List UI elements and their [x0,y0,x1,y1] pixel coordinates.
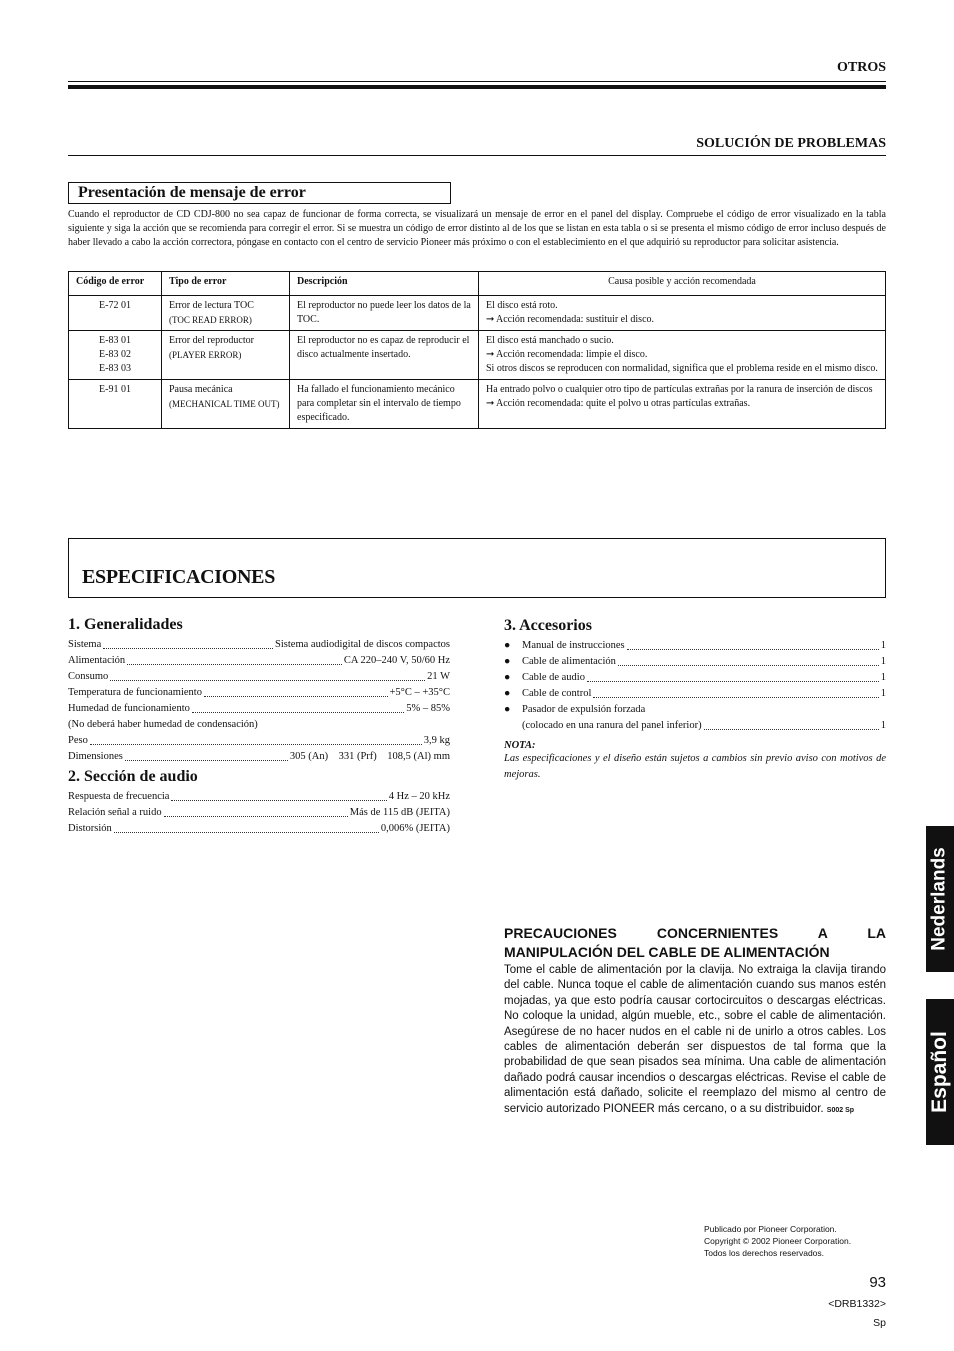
audio-heading: 2. Sección de audio [68,768,198,785]
error-type-es: Error de lectura TOC [169,300,254,311]
leader-dots [125,749,288,761]
arrow-right-icon: ➞ [486,349,495,360]
error-code [69,380,162,429]
error-type-en: (MECHANICAL TIME OUT) [169,399,280,409]
spec-value: 5% – 85% [406,703,450,714]
precautions-title-line1: PRECAUCIONES CONCERNIENTES A LA [504,925,886,941]
error-desc: Ha fallado el funcionamiento mecánico para completar sin el intervalo de tiempo especificado. [290,380,479,429]
spec-value: 21 W [427,671,450,682]
spec-row [68,701,450,717]
spec-value: CA 220–240 V, 50/60 Hz [343,655,450,666]
accessory-label: Manual de instrucciones [522,640,625,651]
error-intro-paragraph: Cuando el reproductor de CD CDJ-800 no sea capaz de funcionar de forma correcta, se visualizará un mensaje de error en el panel del display. Compruebe el código de error visualizado en la tabla siguiente y siga la acción que se recomienda para corregir el error. Si se muestra un código de error distinto al de los que se listan en esta tabla o si se presenta el mismo código de error incluso después de haber llevado a cabo la acción correctora, póngase en contacto con el centro de servicio Pioneer más próximo o con el establecimiento en el que adquirió su reproductor para solicitar asistencia. [68,209,886,248]
list-item [504,670,886,686]
error-code [69,331,162,380]
col-header-desc: Descripción [290,272,479,296]
spec-row [68,805,450,821]
leader-dots [171,789,386,801]
subsection-rule [68,155,886,156]
accessory-qty: 1 [880,688,886,699]
bullet-icon: ● [504,656,511,667]
header-rule-thick [68,85,886,89]
spec-label: Relación señal a ruido [68,807,162,818]
publisher-info [704,1223,851,1259]
accessories [504,617,886,783]
accessory-label-note: (colocado en una ranura del panel inferior) [522,720,702,731]
leader-dots [587,670,879,682]
language-code: Sp [873,1317,886,1329]
document-code: <DRB1332> [828,1298,886,1310]
accessory-label: Pasador de expulsión forzada [522,704,646,715]
spec-value: Sistema audiodigital de discos compactos [275,639,450,650]
arrow-right-icon: ➞ [486,314,495,325]
spec-row [68,653,450,669]
precautions-title-line2: MANIPULACIÓN DEL CABLE DE ALIMENTACIÓN [504,944,830,960]
action-text: Acción recomendada: limpie el disco. [496,349,648,360]
spec-row [68,733,450,749]
leader-dots [114,821,379,833]
col-header-cause: Causa posible y acción recomendada [479,272,886,296]
leader-dots [204,685,388,697]
leader-dots [164,805,348,817]
page-number: 93 [869,1274,886,1291]
error-type [162,380,290,429]
leader-dots [618,654,879,666]
error-table [68,271,886,429]
error-cause [479,380,886,429]
general-heading: 1. Generalidades [68,616,183,633]
col-header-code: Código de error [69,272,162,296]
error-type [162,331,290,380]
side-tab-espanol [926,999,954,1145]
table-row [69,380,886,429]
leader-dots [593,686,878,698]
error-cause [479,296,886,331]
bullet-icon: ● [504,704,511,715]
spec-row [68,821,450,837]
action-text: Acción recomendada: sustituir el disco. [496,314,655,325]
header-rule-thin [68,81,886,82]
leader-dots [110,669,425,681]
bullet-icon: ● [504,672,511,683]
cause-text: El disco está roto. [486,300,558,311]
leader-dots [103,637,273,649]
spec-label: Respuesta de frecuencia [68,791,170,802]
subsection-title: SOLUCIÓN DE PROBLEMAS [696,136,886,151]
error-type-es: Pausa mecánica [169,384,233,395]
cause-text: El disco está manchado o sucio. [486,335,614,346]
publisher-line: Publicado por Pioneer Corporation. [704,1224,837,1234]
spec-value: 305 (An) 331 (Prf) 108,5 (Al) mm [289,751,450,762]
precautions-text: Tome el cable de alimentación por la clavija. No extraiga la clavija tirando del cable. Nunca toque el cable de alimentación cuando sus manos estén mojadas, ya que esto podría causar cortocircuitos o descargas eléctricas. No coloque la unidad, algún mueble, etc., sobre el cable de alimentación. Asegúrese de no hacer nudos en el cable ni de unirlo a otros cables. Los cables de alimentación deberán ser dispuestos de tal forma que la probabilidad de que sean pisados sea mínima. Una cable de alimentación dañado podrá causar incendios o descargas eléctricas. Revise el cable de alimentación está dañado, solicite el reemplazo del mismo al centro de servicio autorizado PIONEER más cercano, o a su distribuidor. [504,964,886,1115]
accessories-heading: 3. Accesorios [504,617,592,634]
error-type-es: Error del reproductor [169,335,254,346]
leader-dots [90,733,422,745]
error-section-title: Presentación de mensaje de error [68,182,451,204]
list-item [504,702,886,734]
spec-value: Más de 115 dB (JEITA) [349,807,450,818]
accessory-qty: 1 [880,720,886,731]
list-item [504,686,886,702]
error-cause [479,331,886,380]
spec-row [68,637,450,653]
nota-text: Las especificaciones y el diseño están sujetos a cambios sin previo aviso con motivos de mejoras. [504,753,886,780]
table-row [69,296,886,331]
humidity-note: (No deberá haber humedad de condensación) [68,719,258,730]
nota-heading: NOTA: [504,740,536,751]
leader-dots [127,653,342,665]
col-header-type: Tipo de error [162,272,290,296]
accessory-qty: 1 [880,640,886,651]
audio-specs [68,768,450,837]
action-line [486,348,878,362]
bullet-icon: ● [504,688,511,699]
spec-note [68,717,450,733]
error-type-en: (PLAYER ERROR) [169,350,242,360]
action-line [486,313,878,327]
list-item [504,654,886,670]
spec-row [68,685,450,701]
spec-value: 3,9 kg [423,735,450,746]
leader-dots [627,638,879,650]
spec-value: +5°C – +35°C [389,687,450,698]
error-desc: El reproductor no puede leer los datos de la TOC. [290,296,479,331]
leader-dots [192,701,404,713]
cause-extra-text: Si otros discos se reproducen con normalidad, significa que el problema reside en el mismo disco. [486,363,878,374]
table-row [69,331,886,380]
spec-row [68,669,450,685]
spec-label: Humedad de funcionamiento [68,703,190,714]
side-tab-label: Español [928,1031,951,1113]
error-code-text: E-72 01 [99,300,131,311]
spec-label: Dimensiones [68,751,123,762]
error-code-text: E-91 01 [99,384,131,395]
spec-label: Distorsión [68,823,112,834]
error-type [162,296,290,331]
spec-value: 0,006% (JEITA) [380,823,450,834]
error-code-text: E-83 01 [99,335,131,346]
error-type-en: (TOC READ ERROR) [169,315,252,325]
spec-row [68,749,450,765]
side-tab-nederlands [926,826,954,972]
spec-value: 4 Hz – 20 kHz [388,791,450,802]
spec-label: Consumo [68,671,109,682]
accessory-qty: 1 [880,656,886,667]
spec-label: Peso [68,735,88,746]
spec-label: Temperatura de funcionamiento [68,687,202,698]
error-desc: El reproductor no es capaz de reproducir el disco actualmente insertado. [290,331,479,380]
side-tab-label: Nederlands [929,847,951,951]
error-code-text: E-83 02 [99,349,131,360]
action-text: Acción recomendada: quite el polvo u otras partículas extrañas. [496,398,751,409]
copyright-line: Copyright © 2002 Pioneer Corporation. [704,1236,852,1246]
general-specs [68,616,450,765]
specs-title: ESPECIFICACIONES [82,566,276,588]
arrow-right-icon: ➞ [486,398,495,409]
list-item [504,638,886,654]
section-header: OTROS [836,60,886,75]
accessory-label: Cable de audio [522,672,585,683]
error-code [69,296,162,331]
leader-dots [704,718,879,730]
spec-row [68,789,450,805]
accessory-qty: 1 [880,672,886,683]
rights-line: Todos los derechos reservados. [704,1248,825,1258]
accessory-label: Cable de alimentación [522,656,616,667]
cause-text: Ha entrado polvo o cualquier otro tipo de partículas extrañas por la ranura de inserción de discos [486,384,873,395]
error-table-header [69,272,886,296]
error-code-text: E-83 03 [99,363,131,374]
precautions-code: S002 Sp [826,1106,855,1114]
spec-label: Alimentación [68,655,126,666]
action-line [486,397,878,411]
precautions-body [504,963,886,1118]
spec-label: Sistema [68,639,102,650]
bullet-icon: ● [504,640,511,651]
accessory-label: Cable de control [522,688,592,699]
